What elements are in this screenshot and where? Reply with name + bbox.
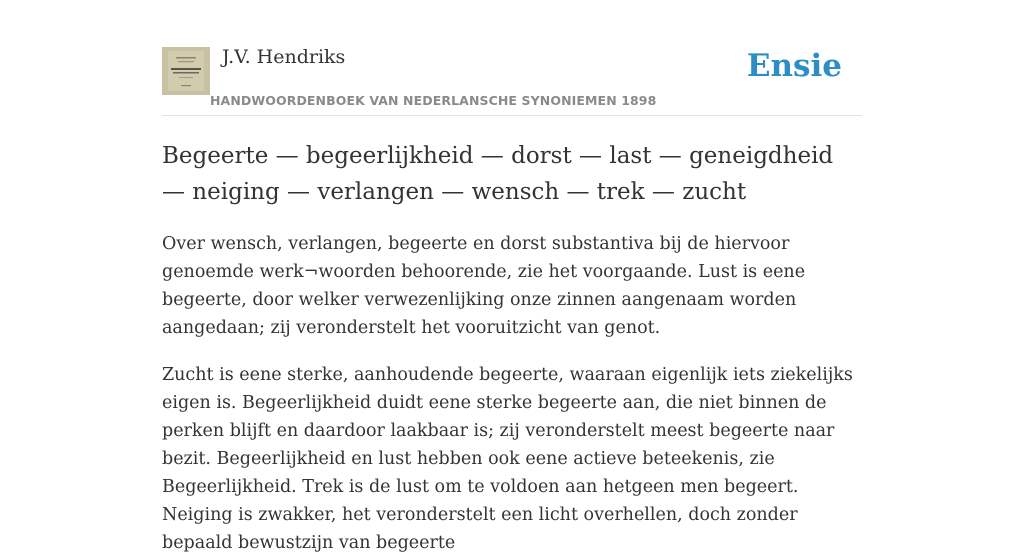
header xyxy=(162,0,862,116)
entry-paragraph: Zucht is eene sterke, aanhoudende begeerte, waaraan eigenlijk iets ziekelijks eigen is. Begeerlijkheid duidt eene sterke begeerte aan, die niet binnen de perken blijft en daardoor laakbaar is; zij veronderstelt meest begeerte naar bezit. Begeerlijkheid en lust hebben ook eene actieve beteekenis, zie Begeerlijkheid. Trek is de lust om te voldoen aan hetgeen men begeert. Neiging is zwakker, het veronderstelt een licht overhellen, doch zonder bepaald bewustzijn van begeerte xyxy=(162,365,853,553)
entry-paragraph: Over wensch, verlangen, begeerte en dorst substantiva bij de hiervoor genoemde werk¬woorden behoorende, zie het voorgaande. Lust is eene begeerte, door welker verwezenlijking onze zinnen aangenaam worden aangedaan; zij veronderstelt het vooruitzicht van genot. xyxy=(162,234,806,338)
author-name[interactable]: J.V. Hendriks xyxy=(222,46,346,68)
book-cover-icon xyxy=(162,47,210,95)
brand-logo[interactable]: Ensie xyxy=(746,48,842,84)
source-title[interactable]: HANDWOORDENBOEK VAN NEDERLANSCHE SYNONIEMEN 1898 xyxy=(210,93,657,108)
entry-title: Begeerte — begeerlijkheid — dorst — last — geneigdheid — neiging — verlangen — wensch — trek — zucht xyxy=(162,143,834,205)
source-book-cover-avatar[interactable] xyxy=(162,47,210,95)
page xyxy=(162,0,862,553)
